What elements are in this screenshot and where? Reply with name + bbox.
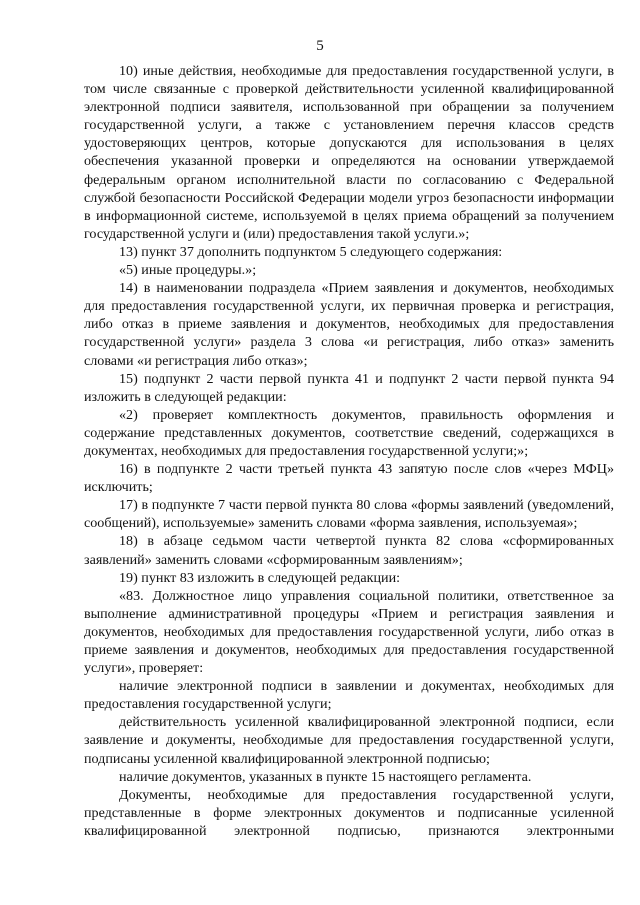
paragraph-quote-2: «2) проверяет комплектность документов, правильность оформления и содержание представленных документов, соответствие сведений, содержащихся в документах, необходимых для предоставления государственной услуги;»; xyxy=(84,406,614,459)
paragraph-item-16: 16) в подпункте 2 части третьей пункта 43 запятую после слов «через МФЦ» исключить; xyxy=(84,461,614,496)
paragraph-item-15: 15) подпункт 2 части первой пункта 41 и подпункт 2 части первой пункта 94 изложить в следующей редакции: xyxy=(84,370,614,405)
document-body xyxy=(84,62,614,840)
paragraph-item-17: 17) в подпункте 7 части первой пункта 80 слова «формы заявлений (уведомлений, сообщений), используемые» заменить словами «форма заявления, используемая»; xyxy=(84,497,614,532)
paragraph-check-documents: наличие документов, указанных в пункте 15 настоящего регламента. xyxy=(119,768,532,785)
paragraph-item-19: 19) пункт 83 изложить в следующей редакции: xyxy=(119,569,401,586)
paragraph-item-14: 14) в наименовании подраздела «Прием заявления и документов, необходимых для предоставления государственной услуги, их первичная проверка и регистрация, либо отказ в приеме заявления и документов, необходимых для предоставления государственной услуги» раздела 3 слова «и регистрация, либо отказ» заменить словами «и регистрация либо отказ»; xyxy=(84,280,614,369)
paragraph-check-validity: действительность усиленной квалифицированной электронной подписи, если заявление и документы, необходимые для предоставления государственной услуги, подписаны усиленной квалифицированной электронной подписью; xyxy=(84,714,614,767)
paragraph-quote-83: «83. Должностное лицо управления социальной политики, ответственное за выполнение административной процедуры «Прием и регистрация заявления и документов, необходимых для предоставления государственной услуги, либо отказ в приеме заявления и документов, необходимых для предоставления государственной услуги», проверяет: xyxy=(84,587,614,677)
paragraph-check-signature: наличие электронной подписи в заявлении и документах, необходимых для предоставления государственной услуги; xyxy=(84,678,614,713)
paragraph-electronic-documents: Документы, необходимые для предоставления государственной услуги, представленные в форме электронных документов и подписанные усиленной квалифицированной электронной подписью, признаются электронными xyxy=(84,786,614,839)
paragraph-item-18: 18) в абзаце седьмом части четвертой пункта 82 слова «сформированных заявлений» заменить словами «сформированным заявлениям»; xyxy=(84,533,614,568)
page-number: 5 xyxy=(316,38,324,54)
paragraph-item-13: 13) пункт 37 дополнить подпунктом 5 следующего содержания: xyxy=(119,243,503,260)
paragraph-item-10: 10) иные действия, необходимые для предоставления государственной услуги, в том числе связанные с проверкой действительности усиленной квалифицированной электронной подписи заявителя, использованной при обращении за получением государственной услуги, а также с установлением перечня классов средств удостоверяющих центров, которые допускаются для использования в целях обеспечения указанной проверки и определяются на основании утверждаемой федеральным органом исполнительной власти по согласованию с Федеральной службой безопасности Российской Федерации модели угроз безопасности информации в информационной системе, используемой в целях приема обращений за получением государственной услуги и (или) предоставления такой услуги.»; xyxy=(84,63,614,242)
paragraph-quote-5: «5) иные процедуры.»; xyxy=(119,262,257,279)
